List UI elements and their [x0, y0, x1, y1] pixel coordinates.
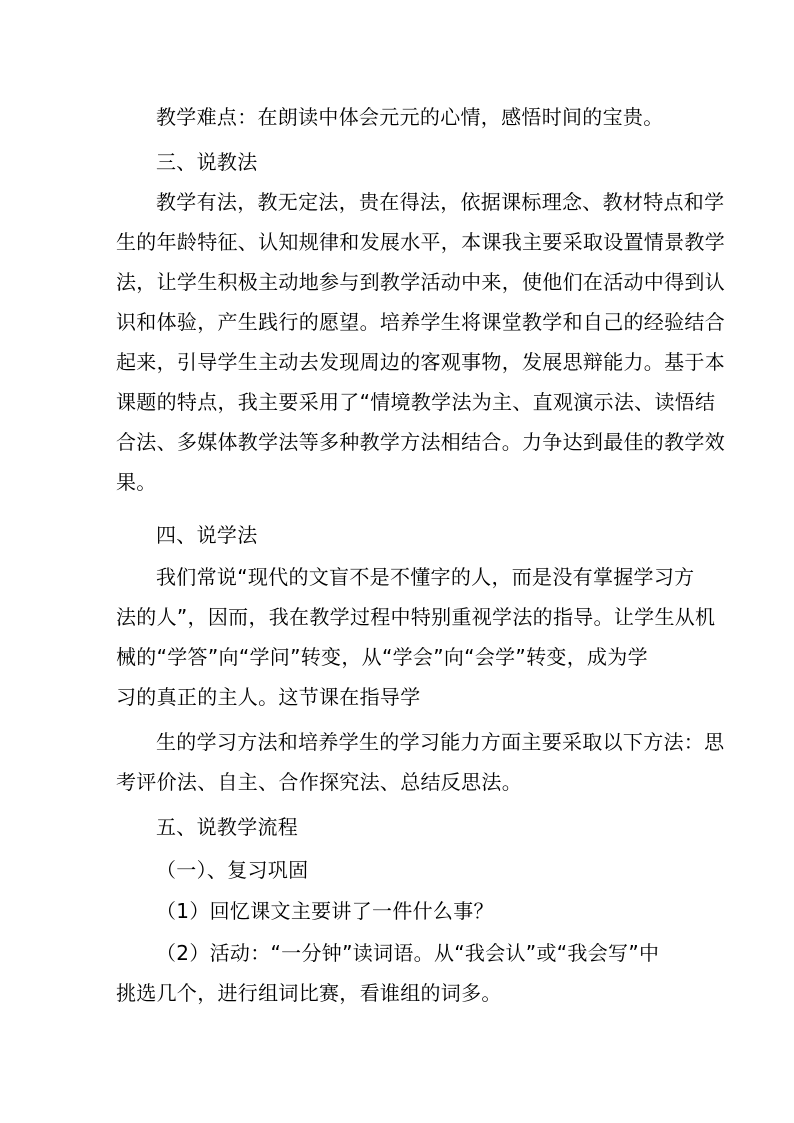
paragraph-line: 教学有法，教无定法，贵在得法，依据课标理念、教材特点和学	[156, 190, 725, 214]
paragraph-line: 我们常说“现代的文盲不是不懂字的人，而是没有掌握学习方	[156, 565, 695, 589]
paragraph-line: 法，让学生积极主动地参与到教学活动中来，使他们在活动中得到认	[116, 270, 725, 294]
paragraph-line: 合法、多媒体教学法等多种教学方法相结合。力争达到最佳的教学效	[116, 430, 725, 454]
heading-teaching-method: 三、说教法	[156, 150, 258, 174]
list-item: （1）回忆课文主要讲了一件什么事？	[156, 899, 494, 923]
subheading-review: （一）、复习巩固	[156, 858, 309, 882]
paragraph-line: 起来，引导学生主动去发现周边的客观事物，发展思辩能力。基于本	[116, 350, 725, 374]
paragraph-line: 识和体验，产生践行的愿望。培养学生将课堂教学和自己的经验结合	[116, 310, 725, 334]
heading-teaching-process: 五、说教学流程	[156, 815, 299, 839]
paragraph-line: 习的真正的主人。这节课在指导学	[116, 685, 421, 709]
paragraph-line: 械的“学答”向“学问”转变，从“学会”向“会学”转变，成为学	[116, 645, 648, 669]
paragraph-line: 果。	[116, 470, 157, 494]
paragraph-line: 法的人”，因而，我在教学过程中特别重视学法的指导。让学生从机	[116, 605, 716, 629]
paragraph-line: 生的学习方法和培养学生的学习能力方面主要采取以下方法：思	[156, 730, 725, 754]
paragraph-line: 课题的特点，我主要采用了“情境教学法为主、直观演示法、读悟结	[116, 390, 716, 414]
heading-learning-method: 四、说学法	[156, 523, 258, 547]
paragraph-line: 挑选几个，进行组词比赛，看谁组的词多。	[116, 981, 502, 1005]
list-item: （2）活动：“一分钟”读词语。从“我会认”或“我会写”中	[156, 941, 660, 965]
paragraph-line: 考评价法、自主、合作探究法、总结反思法。	[116, 770, 522, 794]
paragraph-line: 生的年龄特征、认知规律和发展水平，本课我主要采取设置情景教学	[116, 230, 725, 254]
paragraph-teaching-difficulty: 教学难点：在朗读中体会元元的心情，感悟时间的宝贵。	[156, 105, 664, 129]
